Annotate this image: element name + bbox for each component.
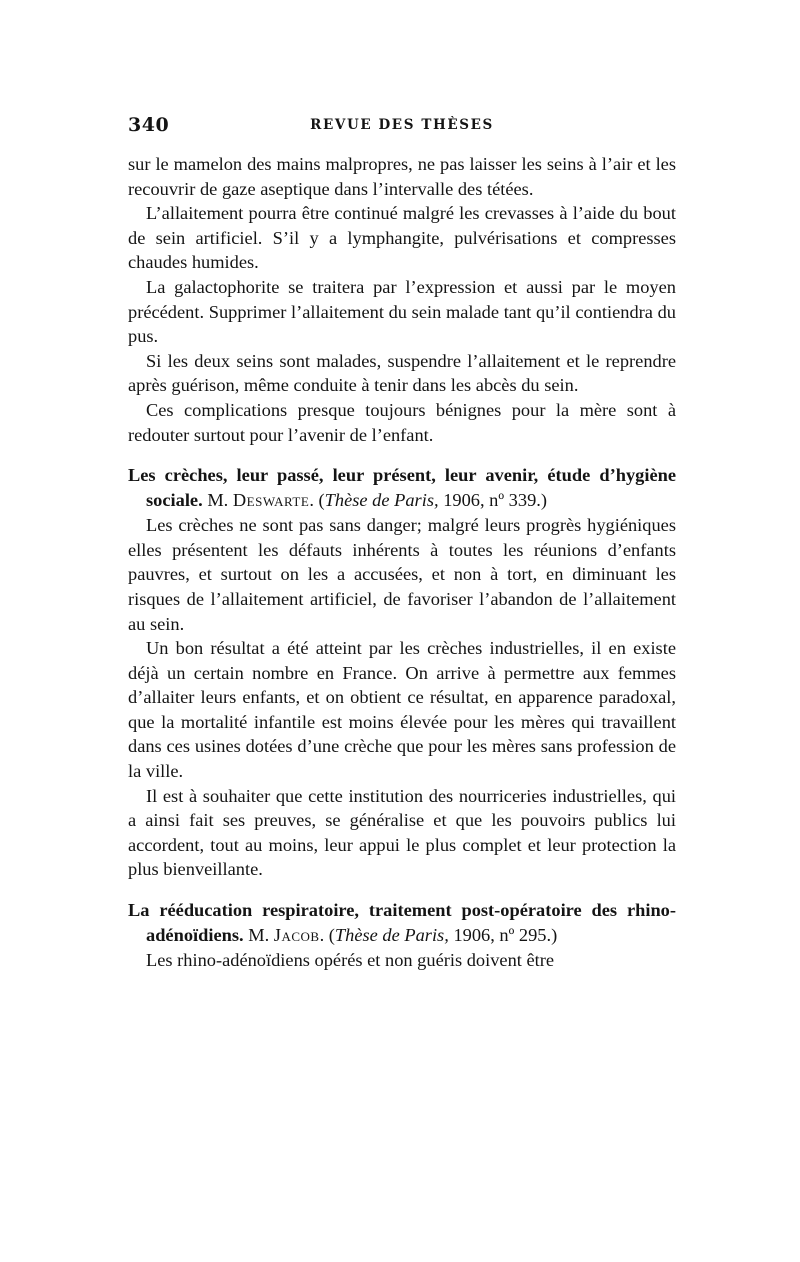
paragraph: Si les deux seins sont malades, suspendre l’allaitement et le reprendre après guérison, même conduite à tenir dans les abcès du sein. <box>128 350 676 396</box>
page-number: 340 <box>128 114 170 136</box>
thesis-entry-heading: La rééducation respiratoire, traitement post-opératoire des rhino-adénoïdiens. M. Jacob. (Thèse de Paris, 1906, nº 295.) <box>128 900 676 946</box>
thesis-title: Les crèches, leur passé, leur présent, leur avenir, étude d’hygiène sociale. <box>128 465 676 511</box>
paragraph: sur le mamelon des mains malpropres, ne pas laisser les seins à l’air et les recouvrir de gaze aseptique dans l’intervalle des tétées. <box>128 154 676 199</box>
author-prefix: M. <box>207 490 229 511</box>
author-name: Jacob <box>273 925 320 946</box>
journal-title: REVUE DES THÈSES <box>310 117 494 133</box>
paragraph: La galactophorite se traitera par l’expression et aussi par le moyen précédent. Supprimer l’allaitement du sein malade tant qu’il contiendra du pus. <box>128 276 676 347</box>
paragraph: L’allaitement pourra être continué malgré les crevasses à l’aide du bout de sein artificiel. S’il y a lymphangite, pulvérisations et compresses chaudes humides. <box>128 203 676 273</box>
paren-open: ( <box>328 925 335 946</box>
thesis-source: Thèse de Paris, <box>334 925 449 946</box>
thesis-year-number: 1906, nº 339.) <box>443 490 547 511</box>
thesis-year-number: 1906, nº 295.) <box>453 925 558 946</box>
thesis-source: Thèse de Paris, <box>324 490 439 511</box>
thesis-entry-heading: Les crèches, leur passé, leur présent, leur avenir, étude d’hygiène sociale. M. Deswarte. (Thèse de Paris, 1906, nº 339.) <box>128 465 676 511</box>
running-head <box>128 114 676 136</box>
paragraph: Les rhino-adénoïdiens opérés et non guéris doivent être <box>146 950 555 971</box>
body-text <box>128 152 676 973</box>
paren-open: ( <box>318 490 325 511</box>
paragraph: Ces complications presque toujours bénignes pour la mère sont à redouter surtout pour l’avenir de l’enfant. <box>128 399 676 445</box>
paragraph: Un bon résultat a été atteint par les crèches industrielles, il en existe déjà un certain nombre en France. On arrive à permettre aux femmes d’allaiter leurs enfants, et on obtient ce résultat, en apparence paradoxal, que la mortalité infantile est moins élevée pour les mères qui travaillent dans ces usines dotées d’une crèche que pour les mères sans profession de la ville. <box>128 638 676 782</box>
author-name: Deswarte <box>232 490 310 511</box>
paragraph: Il est à souhaiter que cette institution des nourriceries industrielles, qui a ainsi fait ses preuves, se généralise et que les pouvoirs publics lui accordent, tout au moins, leur appui le plus complet et leur protection la plus bienveillante. <box>128 785 676 880</box>
thesis-title: La rééducation respiratoire, traitement post-opératoire des rhino-adénoïdiens. <box>128 900 676 946</box>
paragraph: Les crèches ne sont pas sans danger; malgré leurs progrès hygiéniques elles présentent les défauts inhérents à toutes les réunions d’enfants pauvres, et surtout on les a accusées, et non à tort, en diminuant les risques de l’allaitement artificiel, de favoriser l’abandon de l’allaitement au sein. <box>128 515 676 634</box>
author-prefix: M. <box>248 925 270 946</box>
